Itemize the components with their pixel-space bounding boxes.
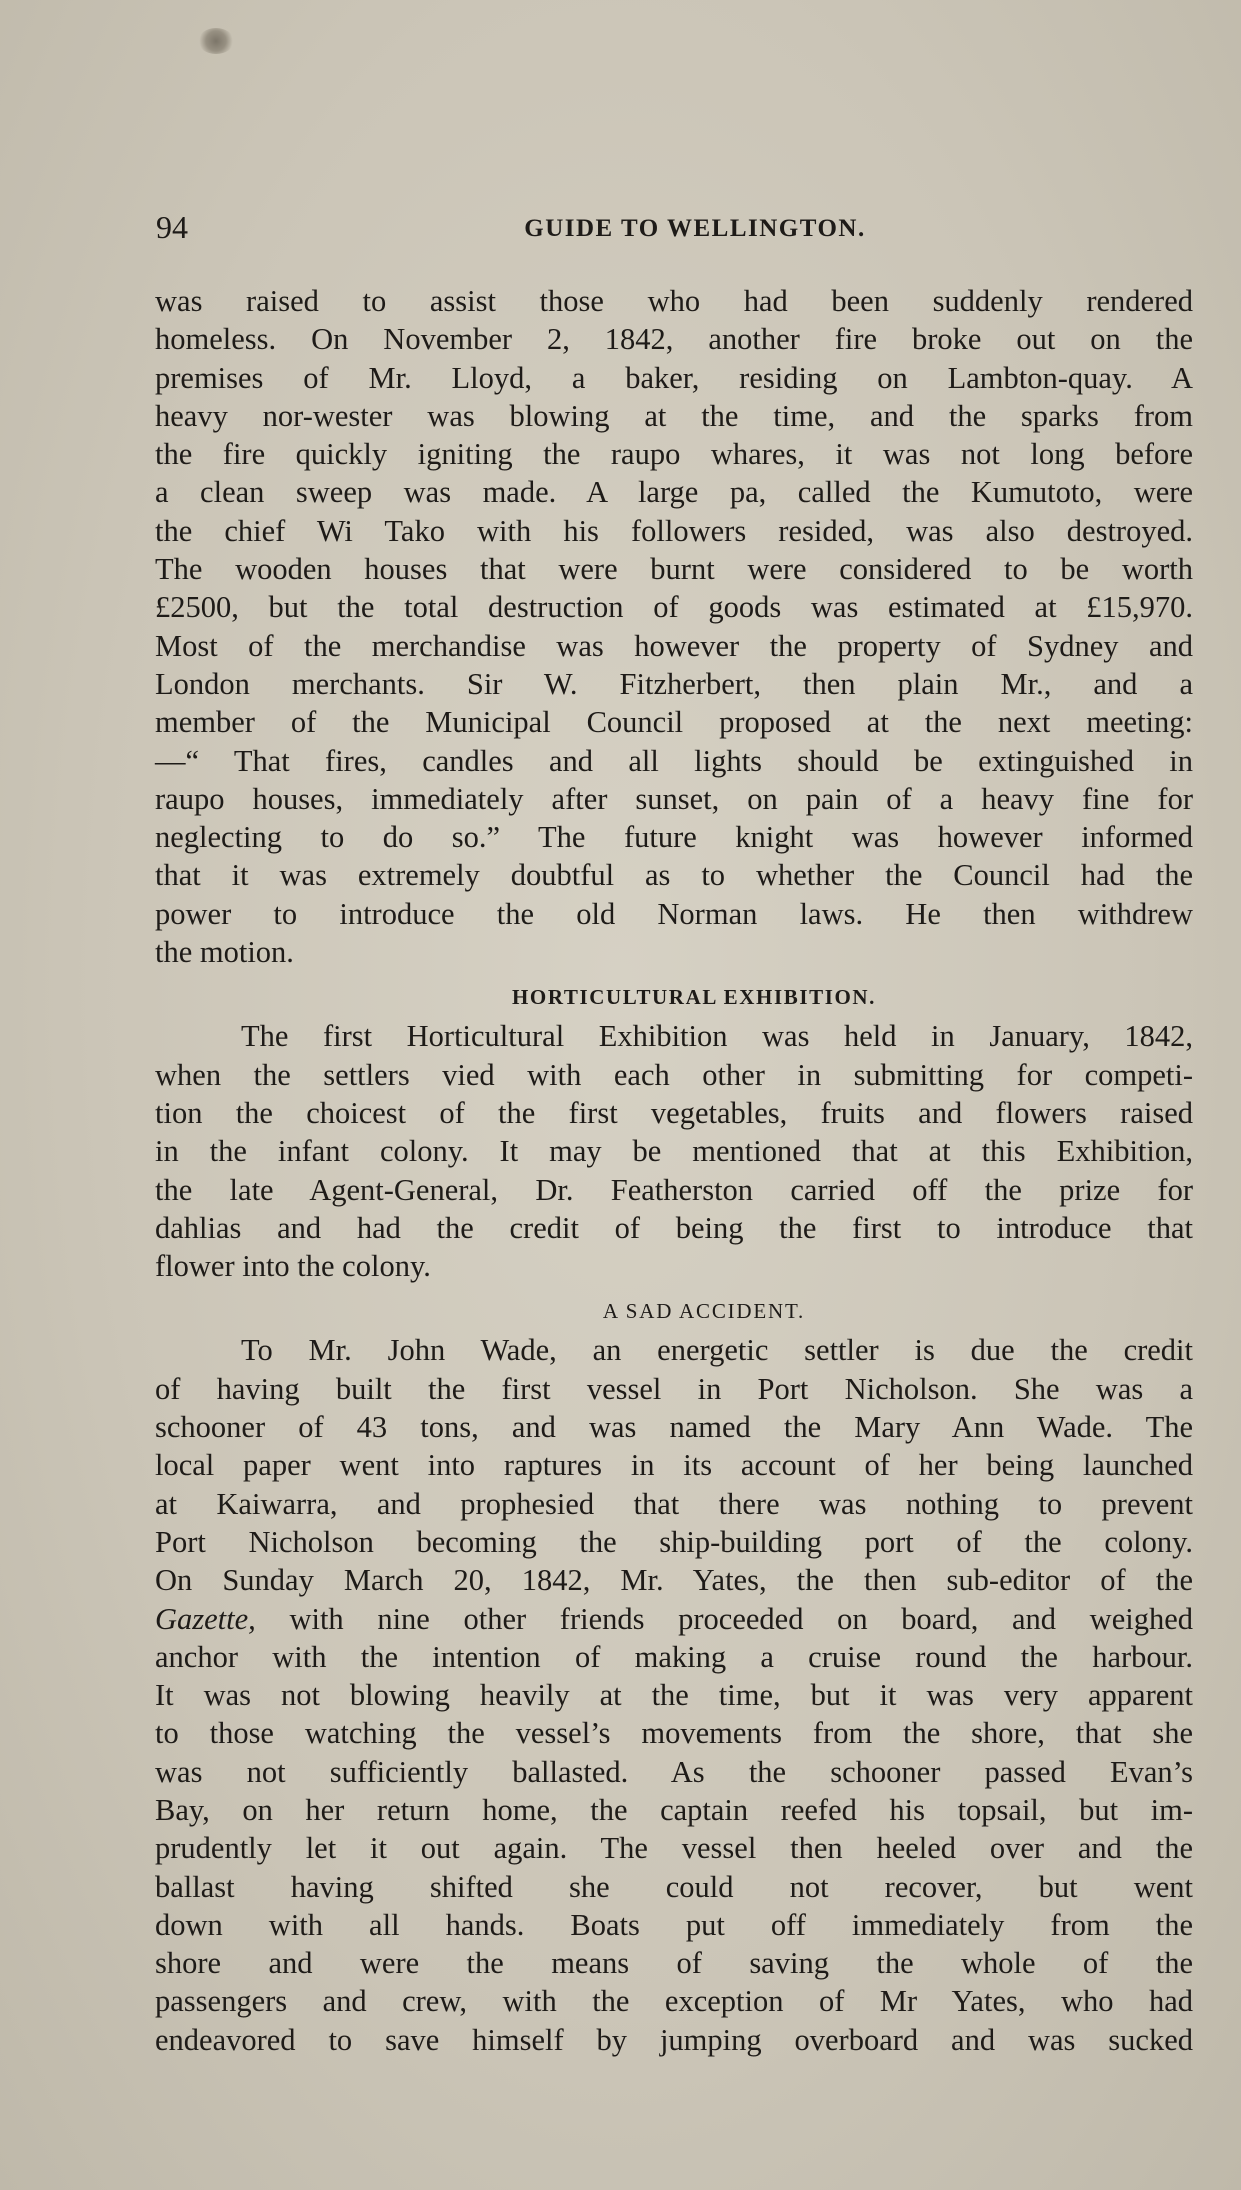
text-line: anchor with the intention of making a cruise round the harbour. — [155, 1639, 1193, 1674]
text-line: premises of Mr. Lloyd, a baker, residing on Lambton-quay. A — [155, 360, 1193, 395]
text-line: shore and were the means of saving the whole of the — [155, 1946, 1193, 1981]
text-line: in the infant colony. It may be mentioned that at this Exhibition, — [155, 1134, 1193, 1169]
text-line: The wooden houses that were burnt were considered to be worth — [155, 552, 1193, 587]
text-line: It was not blowing heavily at the time, but it was very apparent — [155, 1678, 1193, 1713]
page-number: 94 — [156, 209, 188, 245]
text-line: neglecting to do so.” The future knight was however informed — [155, 820, 1193, 855]
text-line: member of the Municipal Council proposed at the next meeting: — [155, 705, 1193, 740]
text-line: to those watching the vessel’s movements from the shore, that she — [155, 1716, 1193, 1751]
paper-stain — [198, 28, 234, 54]
text-line: ballast having shifted she could not recover, but went — [155, 1869, 1193, 1904]
text-line: the motion. — [155, 935, 294, 970]
text-line: Most of the merchandise was however the property of Sydney and — [155, 628, 1193, 663]
text-line: The first Horticultural Exhibition was held in January, 1842, — [241, 1019, 1193, 1054]
text-line: power to introduce the old Norman laws. He then withdrew — [155, 896, 1193, 931]
text-line: down with all hands. Boats put off immediately from the — [155, 1907, 1193, 1942]
text-line: the chief Wi Tako with his followers resided, was also destroyed. — [155, 513, 1193, 548]
text-line: —“ That fires, candles and all lights should be extinguished in — [155, 743, 1193, 778]
running-title: GUIDE TO WELLINGTON. — [524, 215, 866, 242]
text-line: the late Agent-General, Dr. Featherston carried off the prize for — [155, 1172, 1193, 1207]
text-line: was raised to assist those who had been suddenly rendered — [155, 284, 1193, 318]
text-line: raupo houses, immediately after sunset, on pain of a heavy fine for — [155, 781, 1193, 816]
text-line: the fire quickly igniting the raupo whares, it was not long before — [155, 437, 1193, 472]
text-line: Bay, on her return home, the captain reefed his topsail, but im- — [155, 1792, 1193, 1827]
section-heading: A SAD ACCIDENT. — [602, 1299, 806, 1324]
text-line: dahlias and had the credit of being the first to introduce that — [155, 1210, 1193, 1245]
text-line: of having built the first vessel in Port Nicholson. She was a — [155, 1371, 1193, 1406]
text-line: that it was extremely doubtful as to whether the Council had the — [155, 858, 1193, 893]
text-line: when the settlers vied with each other in submitting for competi- — [155, 1057, 1193, 1092]
text-line: prudently let it out again. The vessel then heeled over and the — [155, 1831, 1193, 1866]
text-line: £2500, but the total destruction of goods was estimated at £15,970. — [155, 590, 1193, 625]
text-line: passengers and crew, with the exception of Mr Yates, who had — [155, 1984, 1193, 2019]
text-line: To Mr. John Wade, an energetic settler is due the credit — [241, 1333, 1193, 1368]
text-line: local paper went into raptures in its account of her being launched — [155, 1448, 1193, 1483]
text-line: homeless. On November 2, 1842, another fire broke out on the — [155, 322, 1193, 357]
text-line: a clean sweep was made. A large pa, called the Kumutoto, were — [155, 475, 1193, 510]
text-line: at Kaiwarra, and prophesied that there was nothing to prevent — [155, 1486, 1193, 1521]
body-text — [155, 282, 1193, 2059]
text-line: flower into the colony. — [155, 1249, 431, 1284]
text-line: On Sunday March 20, 1842, Mr. Yates, the then sub-editor of the — [155, 1563, 1193, 1598]
text-line: was not sufficiently ballasted. As the schooner passed Evan’s — [155, 1754, 1193, 1789]
text-line: tion the choicest of the first vegetables, fruits and flowers raised — [155, 1095, 1193, 1130]
text-line-italic-start: Gazette, with nine other friends proceeded on board, and weighed — [155, 1601, 1193, 1636]
text-line: endeavored to save himself by jumping overboard and was sucked — [155, 2022, 1193, 2057]
page-header — [150, 205, 1190, 249]
text-line: heavy nor-wester was blowing at the time, and the sparks from — [155, 398, 1193, 433]
text-line: London merchants. Sir W. Fitzherbert, then plain Mr., and a — [155, 666, 1193, 701]
text-line: schooner of 43 tons, and was named the Mary Ann Wade. The — [155, 1410, 1193, 1445]
section-heading: HORTICULTURAL EXHIBITION. — [511, 985, 877, 1010]
text-line: Port Nicholson becoming the ship-building port of the colony. — [155, 1524, 1193, 1559]
